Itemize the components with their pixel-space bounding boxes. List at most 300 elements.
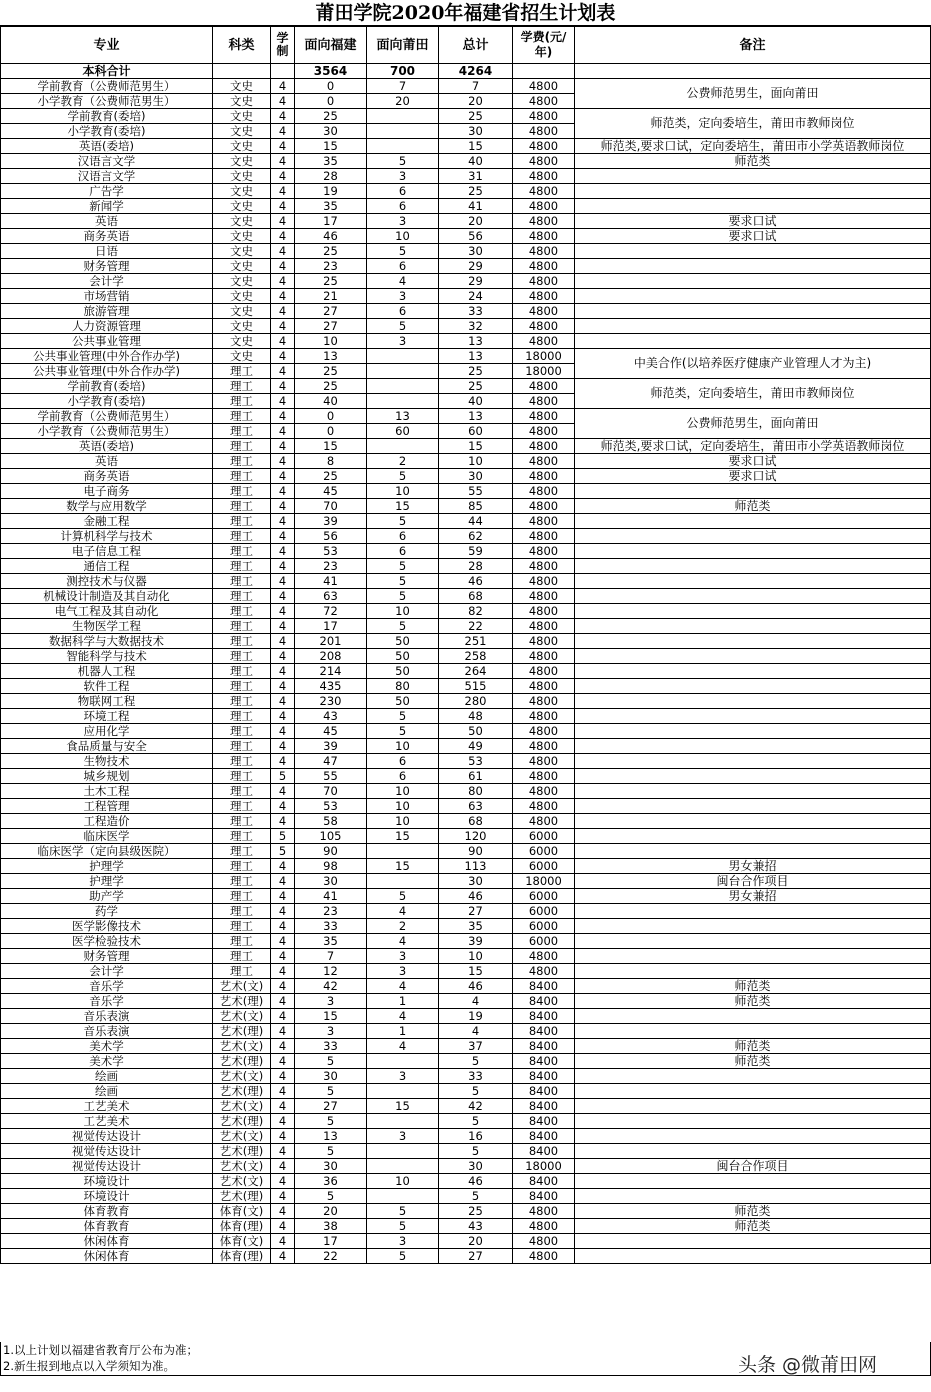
table-row [1, 1084, 931, 1099]
cell-putian: 10 [367, 784, 439, 799]
cell-remarks [575, 544, 931, 559]
table-row [1, 589, 931, 604]
cell-remarks [575, 259, 931, 274]
cell-fujian: 17 [295, 619, 367, 634]
cell-category: 理工 [213, 964, 271, 979]
cell-remarks [575, 934, 931, 949]
table-row [1, 574, 931, 589]
summary-label: 本科合计 [1, 64, 213, 79]
cell-tuition: 4800 [513, 634, 575, 649]
cell-major: 数学与应用数学 [1, 499, 213, 514]
cell-total: 25 [439, 109, 513, 124]
cell-total: 59 [439, 544, 513, 559]
cell-remarks: 师范类 [575, 994, 931, 1009]
cell-major: 商务英语 [1, 229, 213, 244]
table-row [1, 1099, 931, 1114]
cell-tuition: 4800 [513, 244, 575, 259]
cell-remarks [575, 784, 931, 799]
cell-fujian: 43 [295, 709, 367, 724]
cell-duration: 4 [271, 859, 295, 874]
cell-putian: 2 [367, 454, 439, 469]
cell-tuition: 4800 [513, 109, 575, 124]
cell-major: 视觉传达设计 [1, 1144, 213, 1159]
cell-category: 理工 [213, 874, 271, 889]
cell-tuition: 4800 [513, 604, 575, 619]
cell-total: 62 [439, 529, 513, 544]
cell-duration: 4 [271, 439, 295, 454]
cell-category: 文史 [213, 349, 271, 364]
cell-remarks [575, 709, 931, 724]
cell-major: 美术学 [1, 1054, 213, 1069]
cell-duration: 4 [271, 394, 295, 409]
cell-putian: 4 [367, 979, 439, 994]
cell-remarks [575, 919, 931, 934]
cell-total: 5 [439, 1189, 513, 1204]
cell-category: 理工 [213, 709, 271, 724]
cell-duration: 4 [271, 484, 295, 499]
cell-total: 30 [439, 874, 513, 889]
cell-putian: 5 [367, 619, 439, 634]
cell-fujian: 25 [295, 379, 367, 394]
cell-major: 食品质量与安全 [1, 739, 213, 754]
cell-major: 绘画 [1, 1069, 213, 1084]
cell-remarks [575, 904, 931, 919]
cell-remarks [575, 1234, 931, 1249]
cell-fujian: 0 [295, 79, 367, 94]
cell-major: 小学教育(委培) [1, 394, 213, 409]
cell-putian: 5 [367, 514, 439, 529]
cell-tuition: 18000 [513, 349, 575, 364]
cell-remarks: 要求口试 [575, 454, 931, 469]
cell-putian [367, 439, 439, 454]
cell-putian: 4 [367, 934, 439, 949]
cell-putian: 1 [367, 1024, 439, 1039]
table-row [1, 154, 931, 169]
cell-duration: 4 [271, 1204, 295, 1219]
cell-category: 理工 [213, 859, 271, 874]
cell-fujian: 435 [295, 679, 367, 694]
cell-major: 视觉传达设计 [1, 1129, 213, 1144]
cell-tuition: 4800 [513, 784, 575, 799]
cell-remarks [575, 724, 931, 739]
cell-duration: 4 [271, 1054, 295, 1069]
cell-duration: 4 [271, 154, 295, 169]
cell-major: 工艺美术 [1, 1099, 213, 1114]
cell-fujian: 230 [295, 694, 367, 709]
cell-putian: 80 [367, 679, 439, 694]
cell-major: 测控技术与仪器 [1, 574, 213, 589]
cell-remarks [575, 529, 931, 544]
cell-total: 53 [439, 754, 513, 769]
table-row [1, 1249, 931, 1264]
cell-category: 文史 [213, 274, 271, 289]
cell-duration: 4 [271, 799, 295, 814]
cell-total: 16 [439, 1129, 513, 1144]
cell-remarks: 师范类 [575, 499, 931, 514]
table-row [1, 784, 931, 799]
table-row [1, 1174, 931, 1189]
cell-fujian: 5 [295, 1144, 367, 1159]
watermark-text: 头条 @微莆田网 [738, 1354, 878, 1376]
cell-remarks: 中美合作(以培养医疗健康产业管理人才为主) [575, 349, 931, 379]
cell-fujian: 201 [295, 634, 367, 649]
footnote-line: 1.以上计划以福建省教育厅公布为准； [3, 1343, 198, 1357]
cell-category: 理工 [213, 679, 271, 694]
cell-remarks [575, 679, 931, 694]
cell-tuition: 4800 [513, 664, 575, 679]
cell-remarks: 男女兼招 [575, 889, 931, 904]
cell-category: 理工 [213, 724, 271, 739]
cell-fujian: 30 [295, 874, 367, 889]
cell-fujian: 39 [295, 514, 367, 529]
cell-major: 英语(委培) [1, 139, 213, 154]
cell-major: 护理学 [1, 874, 213, 889]
cell-tuition: 8400 [513, 1129, 575, 1144]
cell-category: 理工 [213, 664, 271, 679]
cell-category: 文史 [213, 154, 271, 169]
cell-tuition: 18000 [513, 1159, 575, 1174]
cell-total: 258 [439, 649, 513, 664]
cell-fujian: 25 [295, 109, 367, 124]
cell-total: 13 [439, 409, 513, 424]
cell-duration: 4 [271, 409, 295, 424]
cell-putian: 1 [367, 994, 439, 1009]
cell-tuition: 6000 [513, 934, 575, 949]
cell-tuition: 4800 [513, 394, 575, 409]
cell-duration: 4 [271, 1129, 295, 1144]
cell-total: 5 [439, 1054, 513, 1069]
cell-tuition: 4800 [513, 139, 575, 154]
cell-remarks [575, 619, 931, 634]
cell-total: 515 [439, 679, 513, 694]
cell-putian: 10 [367, 739, 439, 754]
cell-category: 理工 [213, 454, 271, 469]
cell-category: 文史 [213, 79, 271, 94]
cell-putian: 5 [367, 559, 439, 574]
cell-total: 61 [439, 769, 513, 784]
cell-category: 理工 [213, 904, 271, 919]
cell-duration: 4 [271, 619, 295, 634]
cell-total: 15 [439, 439, 513, 454]
cell-total: 30 [439, 469, 513, 484]
cell-putian: 10 [367, 799, 439, 814]
table-row [1, 559, 931, 574]
table-row [1, 319, 931, 334]
cell-major: 音乐表演 [1, 1009, 213, 1024]
cell-total: 68 [439, 589, 513, 604]
table-row [1, 994, 931, 1009]
cell-duration: 4 [271, 139, 295, 154]
cell-tuition: 4800 [513, 124, 575, 139]
cell-fujian: 19 [295, 184, 367, 199]
cell-tuition: 4800 [513, 199, 575, 214]
cell-duration: 4 [271, 994, 295, 1009]
cell-category: 理工 [213, 514, 271, 529]
cell-duration: 4 [271, 964, 295, 979]
cell-fujian: 56 [295, 529, 367, 544]
table-row [1, 1129, 931, 1144]
cell-tuition: 8400 [513, 1054, 575, 1069]
cell-duration: 4 [271, 79, 295, 94]
cell-putian [367, 364, 439, 379]
cell-tuition: 8400 [513, 1084, 575, 1099]
table-row [1, 184, 931, 199]
cell-major: 人力资源管理 [1, 319, 213, 334]
summary-row [1, 64, 931, 79]
cell-remarks [575, 799, 931, 814]
cell-duration: 4 [271, 289, 295, 304]
cell-fujian: 5 [295, 1114, 367, 1129]
cell-putian: 20 [367, 94, 439, 109]
cell-duration: 4 [271, 724, 295, 739]
cell-major: 英语 [1, 454, 213, 469]
cell-category: 理工 [213, 559, 271, 574]
cell-total: 27 [439, 1249, 513, 1264]
cell-remarks [575, 514, 931, 529]
cell-duration: 4 [271, 739, 295, 754]
cell-total: 46 [439, 574, 513, 589]
table-row [1, 724, 931, 739]
cell-tuition: 6000 [513, 829, 575, 844]
cell-fujian: 105 [295, 829, 367, 844]
cell-major: 美术学 [1, 1039, 213, 1054]
header-putian: 面向莆田 [367, 27, 439, 64]
header-tuition [513, 27, 575, 64]
table-row [1, 454, 931, 469]
cell-total: 68 [439, 814, 513, 829]
cell-category: 理工 [213, 649, 271, 664]
table-row [1, 844, 931, 859]
cell-fujian: 25 [295, 274, 367, 289]
summary-total: 4264 [439, 64, 513, 79]
cell-tuition: 18000 [513, 364, 575, 379]
cell-total: 33 [439, 1069, 513, 1084]
cell-major: 医学检验技术 [1, 934, 213, 949]
cell-duration: 4 [271, 904, 295, 919]
cell-category: 理工 [213, 889, 271, 904]
cell-major: 会计学 [1, 274, 213, 289]
cell-remarks: 师范类 [575, 154, 931, 169]
cell-remarks [575, 1174, 931, 1189]
cell-total: 24 [439, 289, 513, 304]
header-remarks: 备注 [575, 27, 931, 64]
cell-category: 艺术(理) [213, 1084, 271, 1099]
cell-total: 43 [439, 1219, 513, 1234]
cell-remarks [575, 844, 931, 859]
cell-category: 文史 [213, 94, 271, 109]
cell-remarks [575, 1024, 931, 1039]
cell-tuition: 4800 [513, 799, 575, 814]
table-row [1, 229, 931, 244]
cell-category: 理工 [213, 844, 271, 859]
cell-category: 艺术(文) [213, 1069, 271, 1084]
cell-total: 30 [439, 124, 513, 139]
cell-category: 理工 [213, 424, 271, 439]
cell-total: 280 [439, 694, 513, 709]
cell-remarks [575, 1009, 931, 1024]
cell-fujian: 35 [295, 154, 367, 169]
cell-total: 22 [439, 619, 513, 634]
table-row [1, 919, 931, 934]
cell-total: 251 [439, 634, 513, 649]
cell-fujian: 15 [295, 139, 367, 154]
cell-fujian: 30 [295, 124, 367, 139]
table-row [1, 949, 931, 964]
cell-tuition: 4800 [513, 559, 575, 574]
cell-total: 40 [439, 394, 513, 409]
cell-category: 艺术(文) [213, 1159, 271, 1174]
header-duration [271, 27, 295, 64]
cell-category: 体育(文) [213, 1204, 271, 1219]
cell-tuition: 4800 [513, 1249, 575, 1264]
cell-tuition: 8400 [513, 1009, 575, 1024]
header-row [1, 27, 931, 64]
cell-major: 财务管理 [1, 949, 213, 964]
cell-category: 艺术(文) [213, 1129, 271, 1144]
cell-duration: 4 [271, 1219, 295, 1234]
cell-fujian: 13 [295, 1129, 367, 1144]
cell-category: 理工 [213, 499, 271, 514]
cell-category: 艺术(文) [213, 1099, 271, 1114]
cell-fujian: 7 [295, 949, 367, 964]
cell-fujian: 33 [295, 919, 367, 934]
cell-remarks: 闽台合作项目 [575, 1159, 931, 1174]
cell-major: 物联网工程 [1, 694, 213, 709]
cell-putian: 5 [367, 724, 439, 739]
cell-putian: 6 [367, 769, 439, 784]
cell-fujian: 17 [295, 214, 367, 229]
cell-tuition: 6000 [513, 889, 575, 904]
cell-putian: 3 [367, 289, 439, 304]
cell-tuition: 4800 [513, 649, 575, 664]
cell-duration: 5 [271, 844, 295, 859]
table-row [1, 634, 931, 649]
enrollment-plan-table [0, 26, 931, 1264]
cell-category: 艺术(文) [213, 979, 271, 994]
cell-remarks: 师范类 [575, 1054, 931, 1069]
cell-total: 33 [439, 304, 513, 319]
cell-putian: 4 [367, 904, 439, 919]
cell-total: 46 [439, 1174, 513, 1189]
table-row [1, 739, 931, 754]
cell-category: 理工 [213, 574, 271, 589]
cell-major: 会计学 [1, 964, 213, 979]
cell-tuition: 4800 [513, 439, 575, 454]
table-row [1, 1234, 931, 1249]
cell-major: 金融工程 [1, 514, 213, 529]
cell-tuition: 6000 [513, 859, 575, 874]
cell-tuition: 6000 [513, 844, 575, 859]
cell-category: 理工 [213, 394, 271, 409]
cell-duration: 4 [271, 589, 295, 604]
cell-putian: 4 [367, 1009, 439, 1024]
cell-remarks: 师范类 [575, 1039, 931, 1054]
cell-major: 软件工程 [1, 679, 213, 694]
cell-duration: 4 [271, 94, 295, 109]
table-row [1, 259, 931, 274]
cell-major: 音乐学 [1, 994, 213, 1009]
cell-major: 公共事业管理(中外合作办学) [1, 349, 213, 364]
cell-tuition: 4800 [513, 814, 575, 829]
cell-category: 文史 [213, 124, 271, 139]
cell-tuition: 4800 [513, 679, 575, 694]
cell-putian: 13 [367, 409, 439, 424]
cell-duration: 4 [271, 529, 295, 544]
table-row [1, 379, 931, 394]
summary-empty [213, 64, 271, 79]
cell-total: 5 [439, 1114, 513, 1129]
cell-total: 120 [439, 829, 513, 844]
cell-duration: 4 [271, 1114, 295, 1129]
cell-fujian: 5 [295, 1084, 367, 1099]
cell-fujian: 3 [295, 994, 367, 1009]
cell-fujian: 21 [295, 289, 367, 304]
cell-fujian: 72 [295, 604, 367, 619]
cell-duration: 4 [271, 1024, 295, 1039]
cell-putian [367, 109, 439, 124]
cell-putian [367, 349, 439, 364]
cell-total: 15 [439, 964, 513, 979]
table-row [1, 904, 931, 919]
cell-putian: 10 [367, 229, 439, 244]
cell-fujian: 90 [295, 844, 367, 859]
cell-total: 28 [439, 559, 513, 574]
table-row [1, 664, 931, 679]
cell-duration: 4 [271, 1069, 295, 1084]
cell-remarks [575, 574, 931, 589]
cell-fujian: 23 [295, 559, 367, 574]
table-row [1, 889, 931, 904]
cell-tuition: 4800 [513, 724, 575, 739]
cell-putian: 5 [367, 889, 439, 904]
cell-putian [367, 874, 439, 889]
cell-tuition: 4800 [513, 1219, 575, 1234]
cell-duration: 4 [271, 784, 295, 799]
cell-tuition: 4800 [513, 94, 575, 109]
cell-putian: 15 [367, 859, 439, 874]
table-row [1, 1159, 931, 1174]
cell-duration: 4 [271, 1234, 295, 1249]
cell-tuition: 8400 [513, 1189, 575, 1204]
cell-major: 商务英语 [1, 469, 213, 484]
cell-tuition: 4800 [513, 259, 575, 274]
cell-major: 英语(委培) [1, 439, 213, 454]
table-row [1, 979, 931, 994]
cell-putian: 5 [367, 1219, 439, 1234]
cell-remarks [575, 829, 931, 844]
cell-remarks [575, 274, 931, 289]
cell-major: 汉语言文学 [1, 154, 213, 169]
cell-fujian: 70 [295, 784, 367, 799]
cell-fujian: 3 [295, 1024, 367, 1039]
cell-total: 4 [439, 994, 513, 1009]
cell-tuition: 4800 [513, 1204, 575, 1219]
cell-major: 广告学 [1, 184, 213, 199]
table-row [1, 469, 931, 484]
cell-remarks: 要求口试 [575, 229, 931, 244]
cell-fujian: 70 [295, 499, 367, 514]
cell-duration: 4 [271, 649, 295, 664]
cell-category: 文史 [213, 289, 271, 304]
cell-duration: 4 [271, 874, 295, 889]
cell-putian: 10 [367, 1174, 439, 1189]
header-total: 总计 [439, 27, 513, 64]
cell-fujian: 23 [295, 259, 367, 274]
cell-major: 生物医学工程 [1, 619, 213, 634]
cell-tuition: 4800 [513, 334, 575, 349]
summary-empty [513, 64, 575, 79]
table-row [1, 484, 931, 499]
